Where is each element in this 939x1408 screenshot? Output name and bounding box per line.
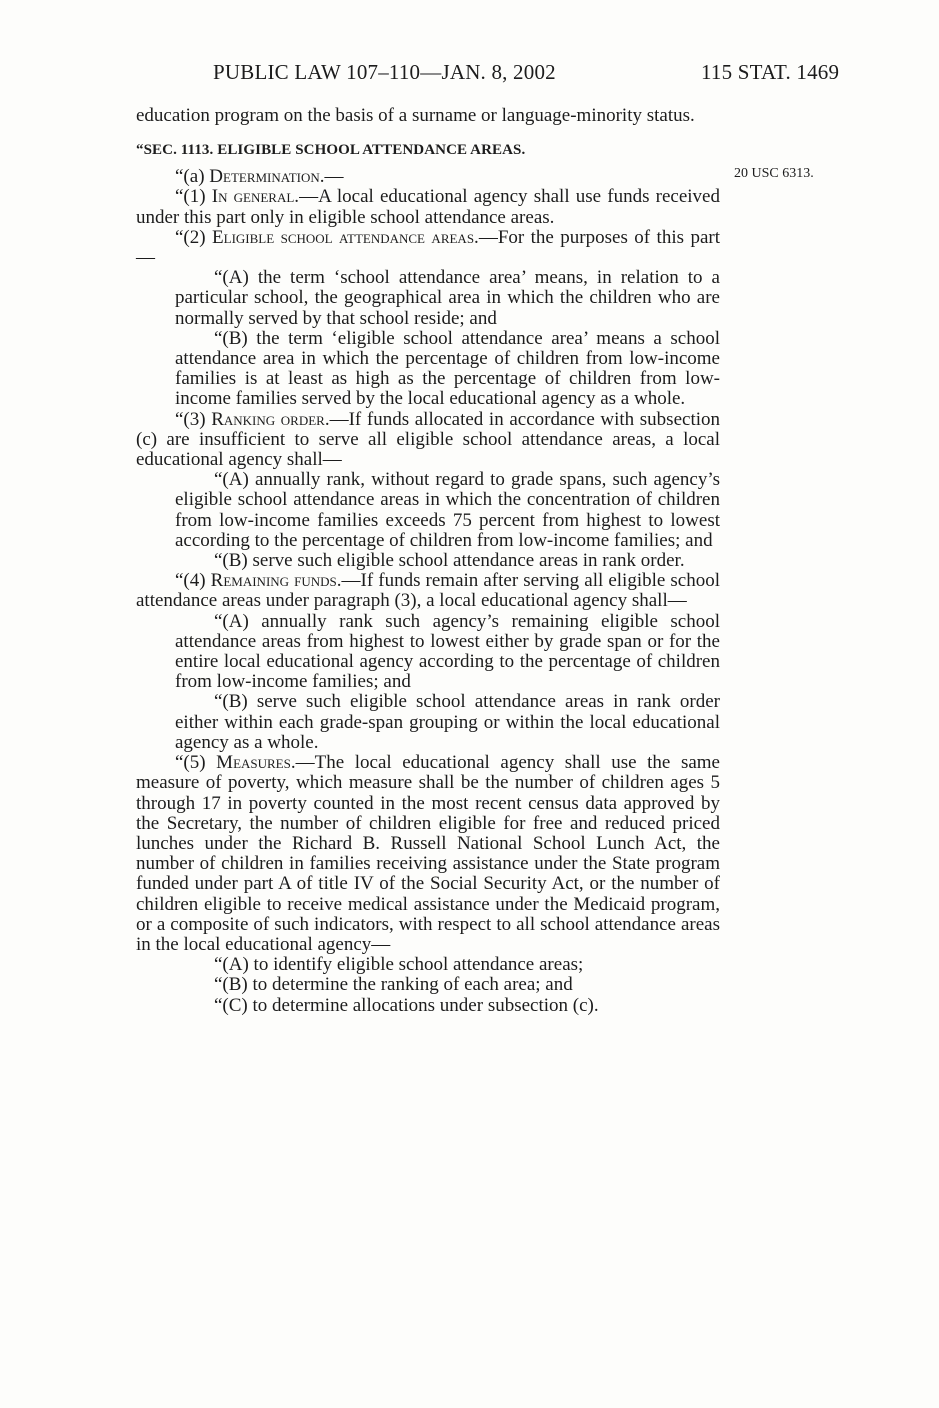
- paragraph-5-clause-c: “(C) to determine allocations under subsection (c).: [214, 994, 599, 1016]
- paragraph-3-prefix: “(3): [175, 408, 212, 430]
- running-header-title: PUBLIC LAW 107–110—JAN. 8, 2002: [213, 60, 556, 84]
- subsection-a-heading: [136, 167, 720, 187]
- paragraph-2-heading: Eligible school attendance areas.: [212, 226, 479, 248]
- paragraph-3: [136, 410, 720, 471]
- paragraph-1-prefix: “(1): [175, 186, 212, 208]
- paragraph-5-text: —The local educational agency shall use the same measure of poverty, which measure shall be the number of children ages 5 through 17 in poverty counted in the most recent census data approved by the Secretary, the number of children eligible for free and reduced priced lunches under the Richard B. Russell National School Lunch Act, the number of children in families receiving assistance under the State program funded under part A of title IV of the Social Security Act, or the number of children eligible to receive medical assistance under the Medicaid program, or a composite of such indicators, with respect to all school attendance areas in the local educational agency—: [136, 752, 720, 955]
- paragraph-3-clause-b: “(B) serve such eligible school attendance areas in rank order.: [214, 550, 685, 572]
- subsection-a-title: Determination.—: [209, 166, 344, 188]
- paragraph-4-text: —If funds remain after serving all eligible school attendance areas under paragraph (3), a local educational agency shall—: [136, 570, 720, 612]
- paragraph-3-heading: Ranking order.: [211, 408, 330, 430]
- paragraph-2: [136, 228, 720, 268]
- subsection-a-prefix: “(a): [175, 166, 210, 188]
- paragraph-3-clause-a: “(A) annually rank, without regard to grade spans, such agency’s eligible school attendance areas in which the concentration of children from low-income families exceeds 75 percent from highest to lowest according to the percentage of children from low-income families; and: [175, 469, 720, 551]
- paragraph-1-text: —A local educational agency shall use funds received under this part only in eligible school attendance areas.: [136, 186, 720, 228]
- paragraph-4: [136, 571, 720, 611]
- paragraph-4-clause-a: “(A) annually rank such agency’s remaining eligible school attendance areas from highest to lowest either by grade span or for the entire local educational agency according to the percentage of children from low-income families; and: [175, 610, 720, 693]
- paragraph-4-clause-b: “(B) serve such eligible school attendance areas in rank order either within each grade-span grouping or within the local educational agency as a whole.: [175, 691, 720, 753]
- margin-citation: 20 USC 6313.: [734, 166, 814, 181]
- paragraph-5-clause-a: “(A) to identify eligible school attendance areas;: [214, 954, 584, 976]
- carryover-paragraph: education program on the basis of a surname or language-minority status.: [136, 105, 695, 126]
- paragraph-2-prefix: “(2): [175, 226, 213, 248]
- paragraph-2-text: —For the purposes of this part—: [136, 226, 720, 269]
- section-heading: “SEC. 1113. ELIGIBLE SCHOOL ATTENDANCE AREAS.: [136, 142, 526, 159]
- paragraph-1-heading: In general.: [211, 186, 300, 208]
- paragraph-5-heading: Measures.: [216, 752, 296, 774]
- paragraph-5-clause-b: “(B) to determine the ranking of each area; and: [214, 974, 573, 996]
- paragraph-4-prefix: “(4): [175, 570, 211, 592]
- paragraph-1: [136, 187, 720, 227]
- paragraph-5: [136, 753, 720, 955]
- paragraph-4-heading: Remaining funds.: [210, 570, 342, 592]
- paragraph-5-prefix: “(5): [175, 752, 217, 774]
- paragraph-2-clause-a: “(A) the term ‘school attendance area’ means, in relation to a particular school, the geographical area in which the children who are normally served by that school reside; and: [175, 267, 720, 329]
- statute-body: [136, 106, 720, 1016]
- paragraph-3-text: —If funds allocated in accordance with subsection (c) are insufficient to serve all eligible school attendance areas, a local educational agency shall—: [136, 408, 720, 471]
- running-header-stat: 115 STAT. 1469: [701, 60, 840, 84]
- paragraph-2-clause-b: “(B) the term ‘eligible school attendance area’ means a school attendance area in which the percentage of children from low-income families is at least as high as the percentage of children from low-income families served by the local educational agency as a whole.: [175, 327, 720, 410]
